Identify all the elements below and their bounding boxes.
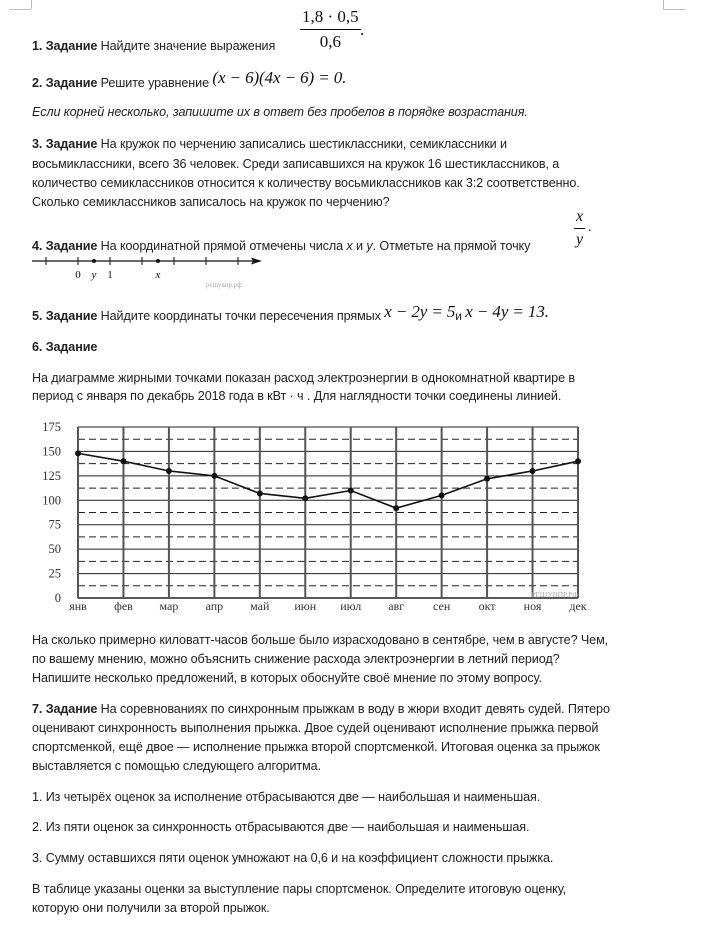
- chart-x-tick-label: май: [250, 599, 270, 613]
- chart-x-tick-label: авг: [388, 599, 405, 613]
- task-4-and: и: [356, 239, 363, 253]
- number-line-label: 0: [75, 269, 81, 281]
- task-2-equation: (x − 6)(4x − 6) = 0.: [212, 68, 347, 87]
- number-line-label: 1: [107, 269, 113, 281]
- task-7-label: 7. Задание: [32, 702, 98, 716]
- task-5-equation-2: x − 4y = 13.: [465, 302, 549, 321]
- chart-y-tick-label: 100: [42, 493, 61, 508]
- chart-data-point: [211, 473, 217, 479]
- chart-data-point: [302, 495, 308, 501]
- crop-mark-left: [31, 0, 32, 9]
- chart-y-tick-label: 125: [42, 468, 61, 483]
- chart-watermark: РЕШУВПР.РФ: [531, 590, 579, 599]
- task-3-line-1: На кружок по черчению записались шестиклассники, семиклассники и: [100, 137, 507, 151]
- chart-y-tick-label: 75: [48, 517, 61, 532]
- task-7: [32, 699, 610, 719]
- task-7-line-2: оценивают синхронность выполнения прыжка. Двое судей оценивают исполнение прыжка первой: [32, 721, 599, 735]
- chart-data-point: [484, 476, 490, 482]
- fraction-bar: [300, 29, 361, 30]
- task-2-note: Если корней несколько, запишите их в ответ без пробелов в порядке возрастания.: [32, 105, 528, 119]
- chart-x-tick-label: дек: [569, 599, 587, 613]
- fraction-numerator: 1,8 · 0,5: [302, 7, 359, 26]
- task-2: [32, 68, 347, 93]
- task-7-final-1: В таблице указаны оценки за выступление пары спортсменок. Определите итоговую оценку,: [32, 882, 567, 896]
- task-4-text-a: На координатной прямой отмечены числа: [100, 239, 344, 253]
- task-4-var-x: x: [346, 239, 353, 253]
- task-2-label: 2. Задание: [32, 76, 98, 90]
- task-7-step-3: 3. Сумму оставшихся пяти оценок умножают на 0,6 и на коэффициент сложности прыжка.: [32, 851, 554, 865]
- chart-x-tick-label: мар: [159, 599, 179, 613]
- task-6-intro-2: период с января по декабрь 2018 года в кВт · ч . Для наглядности точки соединены линией.: [32, 389, 562, 403]
- chart-x-tick-label: апр: [205, 599, 224, 613]
- task-7-step-2: 2. Из пяти оценок за синхронность отбрасываются две — наибольшая и наименьшая.: [32, 820, 530, 834]
- task-7-line-1: На соревнованиях по синхронным прыжкам в воду в жюри входит девять судей. Пятеро: [100, 702, 610, 716]
- task-7-step-1: 1. Из четырёх оценок за исполнение отбрасываются две — наибольшая и наименьшая.: [32, 790, 541, 804]
- fraction-numerator: x: [576, 208, 584, 225]
- number-line: [20, 250, 280, 295]
- chart-data-point: [530, 468, 536, 474]
- task-3-line-3: количество семиклассников относится к количеству восьмиклассников как 3:2 соответственно.: [32, 176, 580, 190]
- chart-data-point: [393, 505, 399, 511]
- task-4-period: .: [588, 220, 592, 235]
- chart-x-tick-label: июн: [294, 599, 317, 613]
- task-6-question-3: Напишите несколько предложений, в которых обоснуйте своё мнение по этому вопросу.: [32, 671, 542, 685]
- chart-data-point: [439, 492, 445, 498]
- chart-y-tick-label: 150: [42, 444, 61, 459]
- chart-x-tick-label: окт: [478, 599, 496, 613]
- number-line-label: x: [155, 269, 161, 281]
- chart-data-point: [75, 450, 81, 456]
- crop-mark-left-h: [9, 9, 31, 10]
- chart-x-tick-label: янв: [69, 599, 87, 613]
- fraction-denominator: y: [576, 231, 584, 248]
- chart-data-point: [166, 468, 172, 474]
- task-1-text: Найдите значение выражения: [100, 39, 276, 53]
- chart-y-tick-label: 175: [42, 420, 61, 434]
- task-4-fraction: [574, 208, 585, 249]
- task-7-final-2: которую они получили за второй прыжок.: [32, 901, 270, 915]
- task-5-text: Найдите координаты точки пересечения прямых: [100, 309, 381, 323]
- task-5: [32, 302, 549, 326]
- crop-mark-right: [663, 0, 664, 9]
- task-4-var-y: y: [366, 239, 373, 253]
- task-1-period: .: [360, 20, 365, 39]
- fraction-bar: [574, 228, 585, 229]
- task-5-equation-1: x − 2y = 5: [384, 302, 456, 321]
- chart-y-tick-label: 0: [54, 591, 61, 605]
- task-3-line-2: восьмиклассники, всего 36 человек. Среди записавшихся на кружок 16 шестиклассников, а: [32, 157, 560, 171]
- task-4-label: 4. Задание: [32, 239, 98, 253]
- chart-y-tick-label: 25: [48, 566, 61, 581]
- chart-data-point: [575, 458, 581, 464]
- task-7-line-3: спортсменкой, ещё двое — исполнение прыжка второй спортсменкой. Итоговая оценка за прыжок: [32, 740, 600, 754]
- number-line-point-y: [92, 259, 96, 263]
- task-6-intro-1: На диаграмме жирными точками показан расход электроэнергии в однокомнатной квартире в: [32, 371, 575, 385]
- task-3: [32, 134, 507, 154]
- task-5-and: и: [455, 309, 462, 323]
- task-5-label: 5. Задание: [32, 309, 98, 323]
- task-6-question-2: по вашему мнению, можно объяснить снижение расхода электроэнергии в летний период?: [32, 652, 560, 666]
- task-1: [32, 36, 275, 56]
- task-3-label: 3. Задание: [32, 137, 98, 151]
- number-line-point-x: [156, 259, 160, 263]
- chart-x-tick-label: фев: [114, 599, 133, 613]
- fraction-denominator: 0,6: [319, 32, 341, 51]
- task-1-fraction: [300, 7, 361, 52]
- task-7-line-4: выставляется с помощью следующего алгоритма.: [32, 759, 321, 773]
- electricity-chart: [0, 410, 620, 620]
- number-line-watermark: решувпр.рф: [206, 281, 242, 289]
- task-6-label: 6. Задание: [32, 340, 98, 354]
- number-line-label: y: [91, 269, 97, 281]
- chart-x-tick-label: ноя: [523, 599, 542, 613]
- chart-data-point: [348, 488, 354, 494]
- chart-x-tick-label: июл: [340, 599, 362, 613]
- chart-y-tick-label: 50: [48, 542, 61, 557]
- task-3-line-4: Сколько семиклассников записалось на кружок по черчению?: [32, 195, 390, 209]
- task-2-text: Решите уравнение: [100, 76, 209, 90]
- task-4-text-b: . Отметьте на прямой точку: [372, 239, 531, 253]
- task-1-label: 1. Задание: [32, 39, 98, 53]
- chart-data-point: [257, 490, 263, 496]
- crop-mark-right-h: [663, 9, 685, 10]
- task-6-question-1: На сколько примерно киловатт-часов больше было израсходовано в сентябре, чем в августе? Чем,: [32, 633, 609, 647]
- chart-x-tick-label: сен: [433, 599, 451, 613]
- chart-data-point: [120, 458, 126, 464]
